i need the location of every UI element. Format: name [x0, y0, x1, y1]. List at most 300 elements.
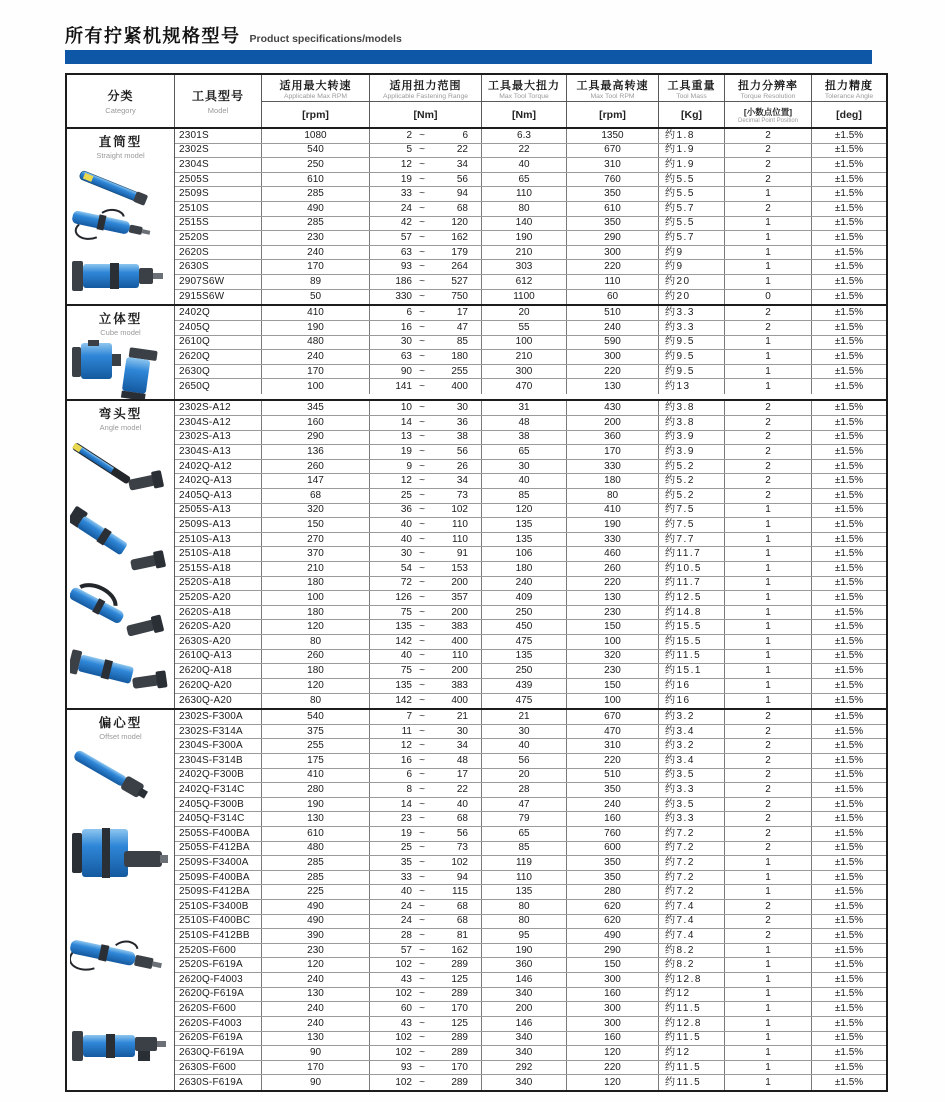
- max-tool-rpm-cell: 310: [567, 739, 659, 753]
- range-max: 56: [456, 445, 468, 457]
- table-row: [175, 460, 886, 475]
- torque-resolution-cell: 1: [725, 679, 812, 693]
- range-separator: ~: [419, 827, 425, 839]
- range-min: 14: [400, 798, 412, 810]
- tool-mass-cell: 约8.2: [659, 958, 725, 972]
- tolerance-cell: ±1.5%: [834, 445, 864, 457]
- model-cell: 2405Q-F300B: [175, 798, 262, 812]
- model-cell: 2505S-F412BA: [175, 842, 262, 856]
- range-max: 47: [456, 321, 468, 333]
- max-torque-cell: 146: [482, 973, 567, 987]
- range-max: 56: [456, 827, 468, 839]
- max-rpm-cell: 100: [262, 591, 370, 605]
- range-max: 94: [456, 871, 468, 883]
- tool-mass-cell: 约3.3: [659, 812, 725, 826]
- max-tool-rpm-cell: 1350: [567, 129, 659, 143]
- fastening-range-cell: [370, 321, 482, 335]
- table-row: [175, 679, 886, 694]
- torque-resolution-cell: 2: [725, 798, 812, 812]
- max-tool-rpm-cell: 190: [567, 518, 659, 532]
- max-tool-rpm-cell: 620: [567, 900, 659, 914]
- table-row: [175, 725, 886, 740]
- page-header: [65, 22, 402, 48]
- table-row: [175, 973, 886, 988]
- max-torque-cell: 210: [482, 246, 567, 260]
- max-rpm-cell: 255: [262, 739, 370, 753]
- max-tool-rpm-cell: 300: [567, 1002, 659, 1016]
- range-min: 72: [400, 577, 412, 589]
- fastening-range-cell: [370, 885, 482, 899]
- range-separator: ~: [419, 307, 425, 319]
- max-torque-cell: 40: [482, 158, 567, 172]
- table-row: [175, 1046, 886, 1061]
- range-max: 85: [456, 336, 468, 348]
- max-rpm-cell: 170: [262, 365, 370, 379]
- max-torque-cell: 30: [482, 460, 567, 474]
- max-tool-rpm-cell: 280: [567, 885, 659, 899]
- model-cell: 2620S-F600: [175, 1002, 262, 1016]
- max-tool-rpm-cell: 600: [567, 842, 659, 856]
- model-cell: 2402Q: [175, 306, 262, 320]
- table-row: [175, 379, 886, 394]
- max-torque-cell: 47: [482, 798, 567, 812]
- tolerance-cell: ±1.5%: [834, 1003, 864, 1015]
- fastening-range-cell: [370, 1061, 482, 1075]
- torque-resolution-cell: 2: [725, 783, 812, 797]
- max-rpm-cell: 175: [262, 754, 370, 768]
- fastening-range-cell: [370, 900, 482, 914]
- torque-resolution-cell: 1: [725, 562, 812, 576]
- max-torque-cell: 110: [482, 187, 567, 201]
- torque-resolution-cell: 1: [725, 871, 812, 885]
- model-cell: 2520S: [175, 231, 262, 245]
- max-torque-cell: 21: [482, 710, 567, 724]
- max-torque-cell: 146: [482, 1017, 567, 1031]
- max-rpm-cell: 80: [262, 694, 370, 709]
- max-torque-cell: 300: [482, 365, 567, 379]
- max-rpm-cell: 285: [262, 217, 370, 231]
- range-separator: ~: [419, 365, 425, 377]
- range-min: 93: [400, 261, 412, 273]
- torque-resolution-cell: 2: [725, 460, 812, 474]
- col-header-range: 适用扭力范围 Applicable Fastening Range [Nm]: [370, 75, 482, 127]
- torque-resolution-cell: 1: [725, 973, 812, 987]
- max-rpm-cell: 90: [262, 1075, 370, 1090]
- unit-tool-rpm: [rpm]: [599, 108, 626, 121]
- tolerance-cell: ±1.5%: [834, 1032, 864, 1044]
- range-max: 750: [451, 291, 468, 302]
- tolerance-cell: ±1.5%: [834, 606, 864, 618]
- torque-resolution-cell: 2: [725, 158, 812, 172]
- torque-resolution-cell: 1: [725, 1061, 812, 1075]
- model-cell: 2304S-A13: [175, 445, 262, 459]
- range-separator: ~: [419, 336, 425, 348]
- table-row: [175, 401, 886, 416]
- tool-mass-cell: 约11.7: [659, 547, 725, 561]
- range-max: 200: [451, 665, 468, 677]
- tool-mass-cell: 约5.7: [659, 231, 725, 245]
- range-separator: ~: [419, 548, 425, 560]
- torque-resolution-cell: 2: [725, 710, 812, 724]
- max-rpm-cell: 240: [262, 350, 370, 364]
- range-separator: ~: [419, 710, 425, 722]
- tool-mass-cell: 约5.5: [659, 173, 725, 187]
- max-torque-cell: 190: [482, 231, 567, 245]
- fastening-range-cell: [370, 650, 482, 664]
- model-cell: 2301S: [175, 129, 262, 143]
- section-offset: [67, 710, 886, 1090]
- rows-straight: [175, 129, 886, 304]
- col-header-max-rpm: 适用最大转速 Applicable Max RPM [rpm]: [262, 75, 370, 127]
- model-cell: 2520S-A20: [175, 591, 262, 605]
- max-torque-cell: 119: [482, 856, 567, 870]
- tolerance-cell: ±1.5%: [834, 915, 864, 927]
- max-rpm-cell: 320: [262, 504, 370, 518]
- unit-decimal-en: Decimal Point Position: [737, 117, 799, 124]
- range-max: 94: [456, 188, 468, 200]
- range-min: 141: [395, 380, 412, 392]
- fastening-range-cell: [370, 1017, 482, 1031]
- tool-mass-cell: 约8.2: [659, 944, 725, 958]
- range-max: 110: [452, 533, 468, 545]
- max-tool-rpm-cell: 100: [567, 694, 659, 709]
- tolerance-cell: ±1.5%: [834, 460, 864, 472]
- max-rpm-cell: 170: [262, 1061, 370, 1075]
- range-max: 22: [456, 144, 468, 156]
- fastening-range-cell: [370, 445, 482, 459]
- range-separator: ~: [419, 959, 425, 971]
- tool-mass-cell: 约7.4: [659, 929, 725, 943]
- max-tool-rpm-cell: 160: [567, 812, 659, 826]
- range-max: 180: [451, 350, 468, 362]
- range-min: 30: [400, 548, 412, 560]
- range-separator: ~: [419, 489, 425, 501]
- torque-resolution-cell: 1: [725, 694, 812, 709]
- range-min: 12: [400, 475, 412, 487]
- range-min: 35: [400, 857, 412, 868]
- max-tool-rpm-cell: 620: [567, 915, 659, 929]
- tool-mass-cell: 约9.5: [659, 336, 725, 350]
- model-cell: 2509S-F3400A: [175, 856, 262, 870]
- max-torque-cell: 80: [482, 202, 567, 216]
- torque-resolution-cell: 0: [725, 290, 812, 305]
- table-row: [175, 577, 886, 592]
- tolerance-cell: ±1.5%: [834, 1061, 864, 1073]
- model-cell: 2302S-F300A: [175, 710, 262, 724]
- tolerance-cell: ±1.5%: [834, 710, 864, 722]
- range-min: 33: [400, 871, 412, 883]
- table-row: [175, 202, 886, 217]
- model-cell: 2620S-A18: [175, 606, 262, 620]
- table-row: [175, 533, 886, 548]
- max-torque-cell: 135: [482, 533, 567, 547]
- model-cell: 2630S-F619A: [175, 1075, 262, 1090]
- fastening-range-cell: [370, 246, 482, 260]
- tolerance-cell: ±1.5%: [834, 798, 864, 810]
- torque-resolution-cell: 1: [725, 885, 812, 899]
- range-separator: ~: [419, 1046, 425, 1058]
- max-torque-cell: 250: [482, 664, 567, 678]
- model-cell: 2509S: [175, 187, 262, 201]
- max-torque-cell: 85: [482, 489, 567, 503]
- torque-resolution-cell: 2: [725, 144, 812, 158]
- table-row: [175, 231, 886, 246]
- table-row: [175, 842, 886, 857]
- range-separator: ~: [419, 1076, 425, 1088]
- table-row: [175, 1017, 886, 1032]
- tolerance-cell: ±1.5%: [834, 754, 864, 766]
- unit-decimal-zh: [小数点位置]: [743, 106, 793, 117]
- max-torque-cell: 31: [482, 401, 567, 415]
- max-torque-cell: 28: [482, 783, 567, 797]
- range-separator: ~: [419, 769, 425, 781]
- max-torque-cell: 80: [482, 900, 567, 914]
- tolerance-cell: ±1.5%: [834, 380, 864, 392]
- max-rpm-cell: 80: [262, 635, 370, 649]
- range-min: 43: [400, 973, 412, 985]
- range-min: 24: [400, 915, 412, 927]
- max-torque-cell: 210: [482, 350, 567, 364]
- model-cell: 2505S-F400BA: [175, 827, 262, 841]
- torque-resolution-cell: 2: [725, 900, 812, 914]
- range-separator: ~: [419, 217, 425, 229]
- tolerance-cell: ±1.5%: [834, 871, 864, 883]
- table-row: [175, 129, 886, 144]
- range-max: 17: [456, 307, 468, 319]
- range-separator: ~: [419, 635, 425, 647]
- model-cell: 2509S-A13: [175, 518, 262, 532]
- table-row: [175, 290, 886, 305]
- model-cell: 2302S-A12: [175, 401, 262, 415]
- range-max: 383: [451, 621, 468, 633]
- range-min: 16: [400, 321, 412, 333]
- range-max: 17: [456, 769, 468, 781]
- max-torque-cell: 65: [482, 173, 567, 187]
- tolerance-cell: ±1.5%: [834, 475, 864, 487]
- range-max: 162: [451, 944, 468, 956]
- fastening-range-cell: [370, 129, 482, 143]
- fastening-range-cell: [370, 290, 482, 305]
- torque-resolution-cell: 1: [725, 577, 812, 591]
- tolerance-cell: ±1.5%: [834, 592, 864, 604]
- torque-resolution-cell: 2: [725, 725, 812, 739]
- table-row: [175, 664, 886, 679]
- range-min: 40: [400, 518, 412, 530]
- table-row: [175, 915, 886, 930]
- table-row: [175, 958, 886, 973]
- max-rpm-cell: 345: [262, 401, 370, 415]
- range-min: 43: [400, 1017, 412, 1029]
- max-tool-rpm-cell: 220: [567, 754, 659, 768]
- tool-mass-cell: 约7.4: [659, 915, 725, 929]
- torque-resolution-cell: 2: [725, 915, 812, 929]
- max-tool-rpm-cell: 230: [567, 606, 659, 620]
- tolerance-cell: ±1.5%: [834, 144, 864, 156]
- torque-resolution-cell: 2: [725, 321, 812, 335]
- tool-mass-cell: 约3.3: [659, 321, 725, 335]
- torque-resolution-cell: 2: [725, 431, 812, 445]
- model-cell: 2402Q-F300B: [175, 769, 262, 783]
- tolerance-cell: ±1.5%: [834, 489, 864, 501]
- max-tool-rpm-cell: 200: [567, 416, 659, 430]
- tolerance-cell: ±1.5%: [834, 261, 864, 273]
- max-tool-rpm-cell: 160: [567, 1032, 659, 1046]
- max-torque-cell: 292: [482, 1061, 567, 1075]
- torque-resolution-cell: 1: [725, 547, 812, 561]
- fastening-range-cell: [370, 202, 482, 216]
- torque-resolution-cell: 2: [725, 401, 812, 415]
- range-min: 135: [395, 679, 412, 691]
- max-torque-cell: 120: [482, 504, 567, 518]
- max-rpm-cell: 230: [262, 944, 370, 958]
- fastening-range-cell: [370, 929, 482, 943]
- range-max: 170: [451, 1003, 468, 1015]
- fastening-range-cell: [370, 173, 482, 187]
- table-row: [175, 900, 886, 915]
- fastening-range-cell: [370, 1002, 482, 1016]
- max-torque-cell: 80: [482, 915, 567, 929]
- col-model-zh: 工具型号: [191, 89, 244, 103]
- range-separator: ~: [419, 261, 425, 273]
- range-separator: ~: [419, 460, 425, 472]
- range-max: 289: [451, 1032, 468, 1044]
- max-rpm-cell: 285: [262, 856, 370, 870]
- tool-mass-cell: 约3.4: [659, 754, 725, 768]
- section-straight: [67, 129, 886, 306]
- range-separator: ~: [419, 973, 425, 985]
- range-max: 120: [451, 217, 468, 229]
- table-row: [175, 871, 886, 886]
- fastening-range-cell: [370, 606, 482, 620]
- tool-mass-cell: 约5.5: [659, 187, 725, 201]
- tool-mass-cell: 约3.2: [659, 710, 725, 724]
- tolerance-cell: ±1.5%: [834, 621, 864, 633]
- range-separator: ~: [419, 291, 425, 302]
- model-cell: 2620S-A20: [175, 620, 262, 634]
- range-separator: ~: [419, 1061, 425, 1073]
- max-rpm-cell: 100: [262, 379, 370, 394]
- table-row: [175, 885, 886, 900]
- table-row: [175, 944, 886, 959]
- model-cell: 2405Q: [175, 321, 262, 335]
- tool-mass-cell: 约16: [659, 694, 725, 709]
- model-cell: 2304S-F300A: [175, 739, 262, 753]
- max-rpm-cell: 250: [262, 158, 370, 172]
- tolerance-cell: ±1.5%: [834, 275, 864, 287]
- tolerance-cell: ±1.5%: [834, 813, 864, 825]
- max-torque-cell: 250: [482, 606, 567, 620]
- fastening-range-cell: [370, 1075, 482, 1090]
- product-photo-cube: [70, 339, 172, 399]
- max-tool-rpm-cell: 220: [567, 577, 659, 591]
- fastening-range-cell: [370, 988, 482, 1002]
- range-max: 400: [451, 380, 468, 392]
- fastening-range-cell: [370, 231, 482, 245]
- max-torque-cell: 360: [482, 958, 567, 972]
- range-separator: ~: [419, 1003, 425, 1015]
- category-sublabel-angle: Angle model: [99, 423, 142, 433]
- table-row: [175, 739, 886, 754]
- tolerance-cell: ±1.5%: [834, 679, 864, 691]
- range-min: 30: [400, 336, 412, 348]
- max-tool-rpm-cell: 110: [567, 275, 659, 289]
- max-torque-cell: 340: [482, 1032, 567, 1046]
- model-cell: 2304S-F314B: [175, 754, 262, 768]
- range-max: 289: [451, 988, 468, 1000]
- range-min: 8: [406, 783, 412, 795]
- range-separator: ~: [419, 321, 425, 333]
- tool-mass-cell: 约12.8: [659, 973, 725, 987]
- tolerance-cell: ±1.5%: [834, 431, 864, 443]
- max-torque-cell: 612: [482, 275, 567, 289]
- tolerance-cell: ±1.5%: [834, 944, 864, 956]
- tool-mass-cell: 约15.5: [659, 635, 725, 649]
- range-min: 25: [400, 842, 412, 854]
- model-cell: 2402Q-F314C: [175, 783, 262, 797]
- range-max: 6: [462, 129, 468, 141]
- tool-mass-cell: 约15.5: [659, 620, 725, 634]
- range-max: 22: [456, 783, 468, 795]
- fastening-range-cell: [370, 158, 482, 172]
- fastening-range-cell: [370, 798, 482, 812]
- max-tool-rpm-cell: 590: [567, 336, 659, 350]
- fastening-range-cell: [370, 365, 482, 379]
- max-torque-cell: 135: [482, 650, 567, 664]
- range-max: 30: [456, 402, 468, 414]
- category-label-straight: 直筒型: [98, 135, 143, 149]
- range-max: 125: [451, 1017, 468, 1029]
- max-tool-rpm-cell: 300: [567, 973, 659, 987]
- range-max: 102: [451, 504, 468, 516]
- max-tool-rpm-cell: 170: [567, 445, 659, 459]
- range-max: 34: [456, 740, 468, 752]
- tolerance-cell: ±1.5%: [834, 577, 864, 589]
- table-row: [175, 445, 886, 460]
- range-separator: ~: [419, 173, 425, 185]
- range-separator: ~: [419, 1032, 425, 1044]
- max-rpm-cell: 130: [262, 988, 370, 1002]
- max-torque-cell: 340: [482, 1075, 567, 1090]
- range-separator: ~: [419, 275, 425, 287]
- max-tool-rpm-cell: 80: [567, 489, 659, 503]
- max-rpm-cell: 240: [262, 1002, 370, 1016]
- torque-resolution-cell: 1: [725, 635, 812, 649]
- torque-resolution-cell: 2: [725, 754, 812, 768]
- range-separator: ~: [419, 798, 425, 810]
- category-cell-offset: [67, 710, 175, 1090]
- tool-mass-cell: 约7.2: [659, 842, 725, 856]
- tool-mass-cell: 约7.7: [659, 533, 725, 547]
- tolerance-cell: ±1.5%: [834, 402, 864, 414]
- tolerance-cell: ±1.5%: [834, 959, 864, 971]
- range-min: 102: [395, 1032, 412, 1044]
- rows-offset: [175, 710, 886, 1090]
- tool-mass-cell: 约3.3: [659, 306, 725, 320]
- tool-mass-cell: 约3.5: [659, 798, 725, 812]
- range-separator: ~: [419, 754, 425, 766]
- range-max: 21: [456, 710, 468, 722]
- table-row: [175, 929, 886, 944]
- tool-mass-cell: 约1.9: [659, 144, 725, 158]
- range-max: 162: [451, 232, 468, 244]
- table-row: [175, 275, 886, 290]
- max-rpm-cell: 540: [262, 144, 370, 158]
- product-photo-straight: [70, 162, 172, 304]
- max-rpm-cell: 170: [262, 260, 370, 274]
- max-tool-rpm-cell: 220: [567, 365, 659, 379]
- max-rpm-cell: 150: [262, 518, 370, 532]
- range-max: 400: [451, 694, 468, 706]
